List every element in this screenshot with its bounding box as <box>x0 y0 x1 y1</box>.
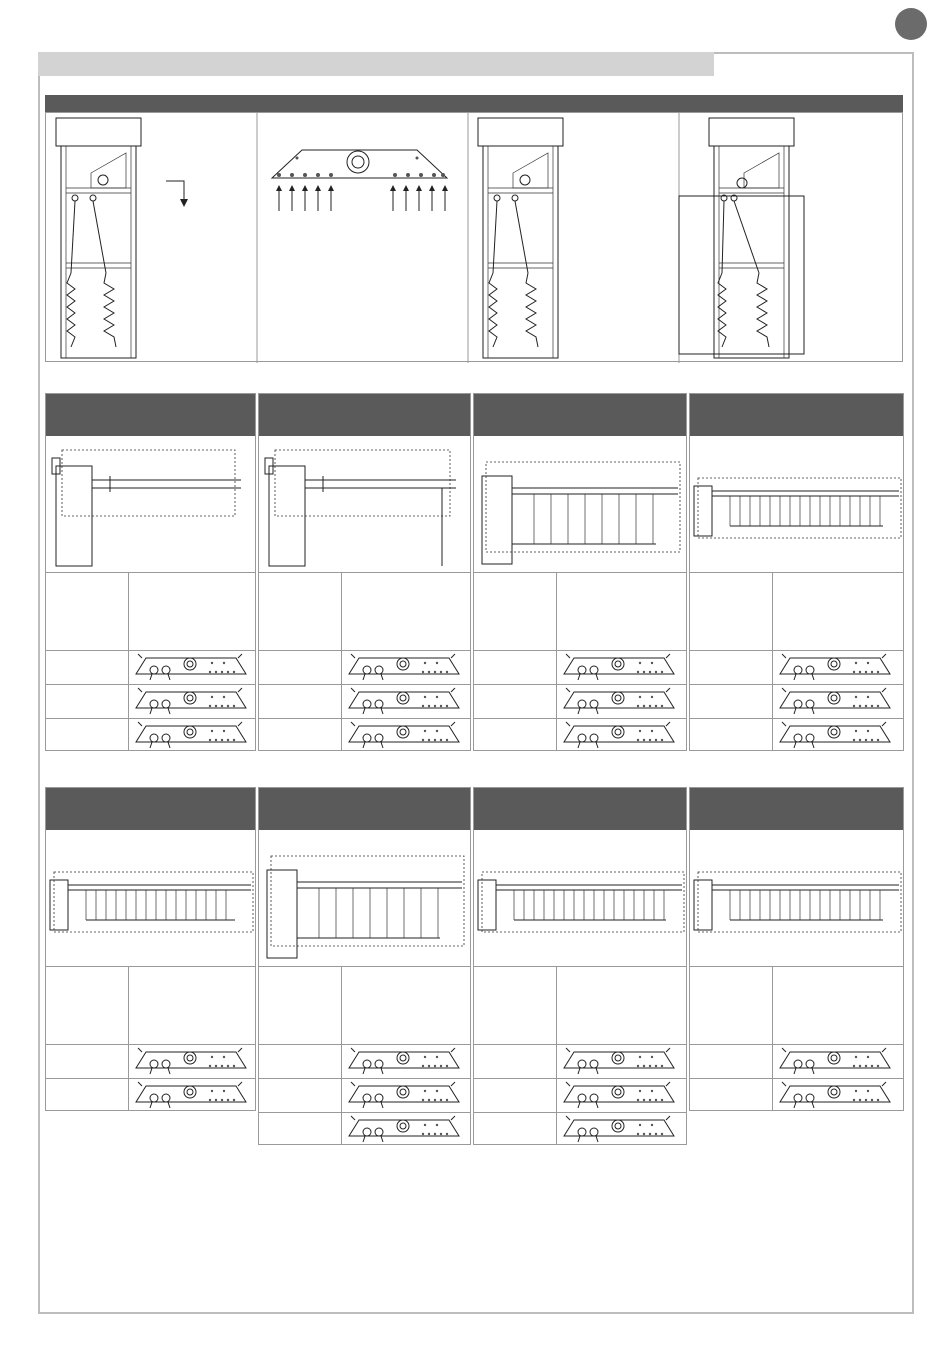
figure-strip-drawing <box>46 113 904 363</box>
mounting-plate-icon <box>776 686 894 716</box>
row-divider <box>690 1078 903 1079</box>
row-divider <box>259 1044 470 1045</box>
config-table-header <box>690 788 903 830</box>
row-divider <box>690 684 903 685</box>
mounting-plate-icon <box>132 652 250 682</box>
mounting-plate-icon <box>560 720 678 750</box>
config-table-r2-1 <box>45 787 256 1111</box>
barrier-figure <box>474 436 686 572</box>
row-divider <box>690 1044 903 1045</box>
mounting-plate-icon <box>560 1080 678 1110</box>
mounting-plate-icon <box>345 1046 463 1076</box>
barrier-figure <box>259 830 470 966</box>
down-arrow-icon <box>166 181 188 207</box>
mounting-plate-icon <box>132 686 250 716</box>
row-divider <box>474 572 686 573</box>
row-divider <box>259 572 470 573</box>
column-divider <box>556 966 557 1144</box>
config-table-r1-4 <box>689 393 904 751</box>
mounting-plate-icon <box>776 652 894 682</box>
row-divider <box>690 572 903 573</box>
row-divider <box>474 650 686 651</box>
row-divider <box>259 718 470 719</box>
config-table-header <box>259 394 470 436</box>
column-divider <box>128 572 129 750</box>
mounting-plate-icon <box>345 652 463 682</box>
mounting-plate-icon <box>560 1046 678 1076</box>
row-divider <box>46 650 255 651</box>
row-divider <box>474 966 686 967</box>
mounting-plate-icon <box>345 686 463 716</box>
mounting-plate-icon <box>776 720 894 750</box>
mounting-plate-icon <box>560 686 678 716</box>
config-table-r2-3 <box>473 787 687 1145</box>
config-table-r2-4 <box>689 787 904 1111</box>
barrier-figure <box>690 436 903 572</box>
barrier-figure <box>46 436 255 572</box>
column-divider <box>772 572 773 750</box>
row-divider <box>259 650 470 651</box>
row-divider <box>690 718 903 719</box>
mounting-plate-icon <box>132 1046 250 1076</box>
row-divider <box>259 1112 470 1113</box>
row-divider <box>474 1078 686 1079</box>
figure-strip <box>45 112 903 362</box>
config-table-r1-2 <box>258 393 471 751</box>
config-table-r2-2 <box>258 787 471 1145</box>
mounting-plate-figure <box>272 150 448 211</box>
row-divider <box>46 572 255 573</box>
section-title-band-tip <box>690 52 714 76</box>
mounting-plate-icon <box>345 1080 463 1110</box>
config-table-header <box>474 394 686 436</box>
cabinet-figure-3 <box>679 118 804 358</box>
mounting-plate-icon <box>560 652 678 682</box>
row-divider <box>474 684 686 685</box>
row-divider <box>46 684 255 685</box>
cabinet-figure-1 <box>56 118 141 358</box>
row-divider <box>690 966 903 967</box>
mounting-plate-icon <box>132 720 250 750</box>
config-table-header <box>259 788 470 830</box>
row-divider <box>690 650 903 651</box>
row-divider <box>259 966 470 967</box>
barrier-figure <box>259 436 470 572</box>
barrier-figure <box>46 830 255 966</box>
row-divider <box>474 718 686 719</box>
mounting-plate-icon <box>345 720 463 750</box>
section-title-band <box>38 52 714 76</box>
column-divider <box>341 572 342 750</box>
column-divider <box>772 966 773 1110</box>
column-divider <box>128 966 129 1110</box>
config-table-r1-3 <box>473 393 687 751</box>
row-divider <box>474 1044 686 1045</box>
mounting-plate-icon <box>345 1114 463 1144</box>
cabinet-figure-2 <box>478 118 563 358</box>
config-table-header <box>46 788 255 830</box>
mounting-plate-icon <box>776 1080 894 1110</box>
row-divider <box>46 1044 255 1045</box>
config-table-r1-1 <box>45 393 256 751</box>
figure-strip-header <box>45 95 903 112</box>
config-table-header <box>46 394 255 436</box>
row-divider <box>46 718 255 719</box>
row-divider <box>259 1078 470 1079</box>
mounting-plate-icon <box>776 1046 894 1076</box>
config-table-header <box>474 788 686 830</box>
column-divider <box>341 966 342 1144</box>
row-divider <box>474 1112 686 1113</box>
row-divider <box>259 684 470 685</box>
mounting-plate-icon <box>560 1114 678 1144</box>
config-table-header <box>690 394 903 436</box>
barrier-figure <box>474 830 686 966</box>
barrier-figure <box>690 830 903 966</box>
mounting-plate-icon <box>132 1080 250 1110</box>
column-divider <box>556 572 557 750</box>
row-divider <box>46 966 255 967</box>
row-divider <box>46 1078 255 1079</box>
page-number-badge <box>895 8 927 40</box>
